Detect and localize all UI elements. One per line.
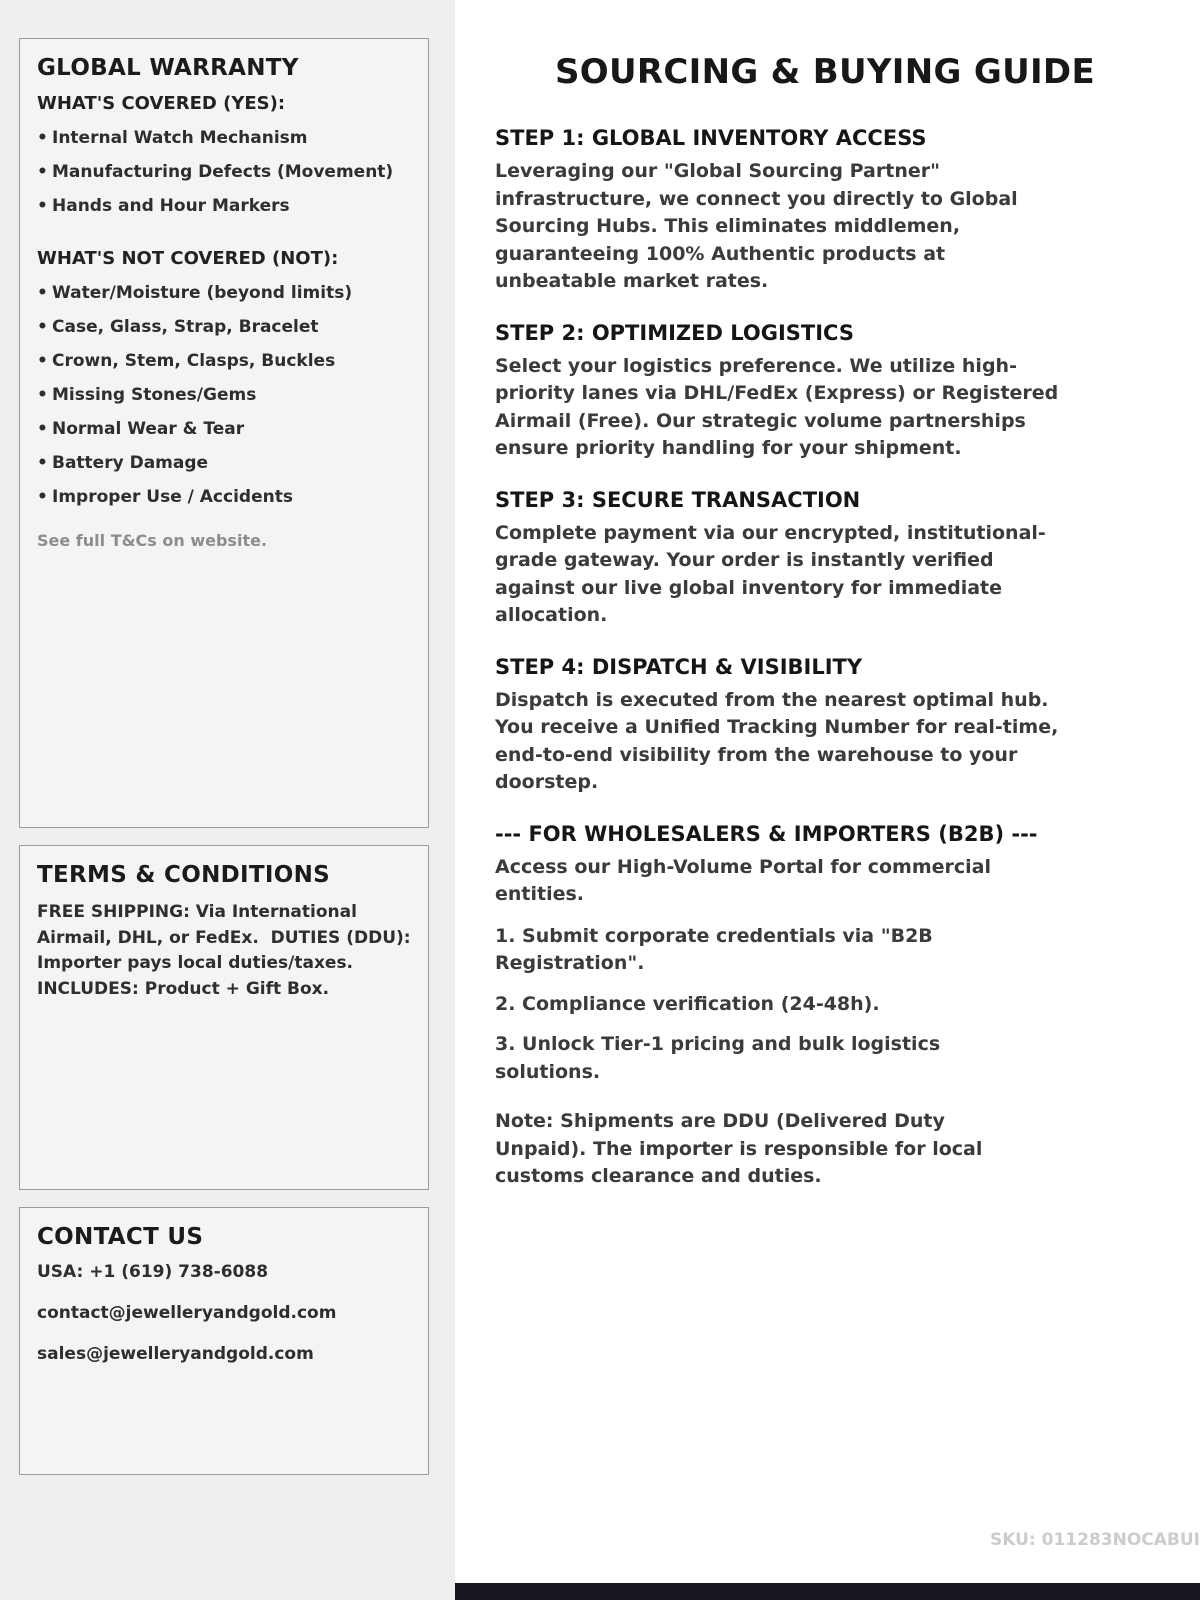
- step-heading: STEP 3: SECURE TRANSACTION: [495, 487, 861, 512]
- terms-body: FREE SHIPPING: Via International Airmail, DHL, or FedEx. DUTIES (DDU): Importer pays local duties/taxes. INCLUDES: Product + Gift Box.: [37, 902, 417, 999]
- bullet-dot: •: [37, 419, 48, 439]
- not-covered-item-label: Battery Damage: [52, 453, 209, 473]
- bullet-dot: •: [37, 351, 48, 371]
- step-body: Dispatch is executed from the nearest optimal hub. You receive a Unified Tracking Number for real-time, end-to-end visibility from the warehouse to your doorstep.: [495, 688, 1059, 793]
- step-section: [495, 126, 1155, 296]
- covered-item: [37, 196, 411, 216]
- bullet-dot: •: [37, 453, 48, 473]
- covered-item: [37, 162, 411, 182]
- warranty-section: [19, 38, 429, 828]
- steps: [495, 126, 1155, 797]
- step-body: Leveraging our "Global Sourcing Partner" infrastructure, we connect you directly to Global Sourcing Hubs. This eliminates middlemen, guaranteeing 100% Authentic products at unbeatable market rates.: [495, 160, 1018, 292]
- not-covered-item-label: Case, Glass, Strap, Bracelet: [52, 317, 319, 337]
- step-heading: STEP 1: GLOBAL INVENTORY ACCESS: [495, 126, 927, 150]
- b2b-note: Note: Shipments are DDU (Delivered Duty Unpaid). The importer is responsible for local customs clearance and duties.: [495, 1110, 983, 1187]
- b2b-step: 3. Unlock Tier-1 pricing and bulk logistics solutions.: [495, 1033, 941, 1083]
- contact-section: [19, 1207, 429, 1475]
- b2b-intro: Access our High-Volume Portal for commercial entities.: [495, 855, 991, 905]
- contact-line: sales@jewelleryandgold.com: [37, 1344, 314, 1364]
- contact-title: CONTACT US: [37, 1224, 204, 1250]
- covered-list: [37, 128, 411, 216]
- not-covered-title: WHAT'S NOT COVERED (NOT):: [37, 248, 339, 269]
- not-covered-item: [37, 351, 411, 371]
- covered-item-label: Internal Watch Mechanism: [52, 128, 308, 148]
- not-covered-item-label: Water/Moisture (beyond limits): [52, 283, 353, 303]
- page-title: SOURCING & BUYING GUIDE: [555, 52, 1095, 92]
- bullet-dot: •: [37, 487, 48, 507]
- not-covered-item: [37, 283, 411, 303]
- b2b-steps: [495, 923, 1155, 1087]
- covered-item: [37, 128, 411, 148]
- contact-line: USA: +1 (619) 738-6088: [37, 1262, 269, 1282]
- warranty-title: GLOBAL WARRANTY: [37, 55, 299, 81]
- not-covered-item: [37, 419, 411, 439]
- bullet-dot: •: [37, 283, 48, 303]
- not-covered-item-label: Missing Stones/Gems: [52, 385, 257, 405]
- bullet-dot: •: [37, 162, 48, 182]
- not-covered-item-label: Crown, Stem, Clasps, Buckles: [52, 351, 336, 371]
- bullet-dot: •: [37, 385, 48, 405]
- b2b-step: 1. Submit corporate credentials via "B2B Registration".: [495, 924, 933, 974]
- contact-lines: [37, 1262, 411, 1364]
- b2b-step: 2. Compliance verification (24-48h).: [495, 992, 880, 1015]
- step-heading: STEP 2: OPTIMIZED LOGISTICS: [495, 320, 854, 345]
- b2b-section: [495, 822, 1155, 1191]
- terms-title: TERMS & CONDITIONS: [37, 862, 330, 888]
- main-content: [455, 0, 1200, 1600]
- b2b-heading: --- FOR WHOLESALERS & IMPORTERS (B2B) ---: [495, 821, 1038, 846]
- sidebar: [0, 0, 455, 1600]
- not-covered-list: [37, 283, 411, 507]
- bullet-dot: •: [37, 196, 48, 216]
- step-section: [495, 321, 1155, 463]
- covered-item-label: Manufacturing Defects (Movement): [52, 162, 394, 182]
- contact-line: contact@jewelleryandgold.com: [37, 1303, 337, 1323]
- step-body: Complete payment via our encrypted, institutional-grade gateway. Your order is instantly verified against our live global inventory for immediate allocation.: [495, 521, 1046, 626]
- not-covered-item: [37, 487, 411, 507]
- covered-title: WHAT'S COVERED (YES):: [37, 93, 286, 114]
- bullet-dot: •: [37, 317, 48, 337]
- step-body: Select your logistics preference. We utilize high-priority lanes via DHL/FedEx (Express) or Registered Airmail (Free). Our strategic volume partnerships ensure priority handling for your shipment.: [495, 354, 1059, 459]
- not-covered-item-label: Normal Wear & Tear: [52, 419, 245, 439]
- not-covered-item: [37, 317, 411, 337]
- warranty-footnote: See full T&Cs on website.: [37, 531, 268, 550]
- step-section: [495, 488, 1155, 630]
- bullet-dot: •: [37, 128, 48, 148]
- covered-item-label: Hands and Hour Markers: [52, 196, 290, 216]
- not-covered-item-label: Improper Use / Accidents: [52, 487, 293, 507]
- not-covered-item: [37, 385, 411, 405]
- sku-label: SKU: 011283NOCABUI: [989, 1530, 1200, 1550]
- step-section: [495, 655, 1155, 797]
- not-covered-item: [37, 453, 411, 473]
- step-heading: STEP 4: DISPATCH & VISIBILITY: [495, 654, 863, 679]
- terms-section: [19, 845, 429, 1190]
- bottom-bar: [455, 1583, 1200, 1600]
